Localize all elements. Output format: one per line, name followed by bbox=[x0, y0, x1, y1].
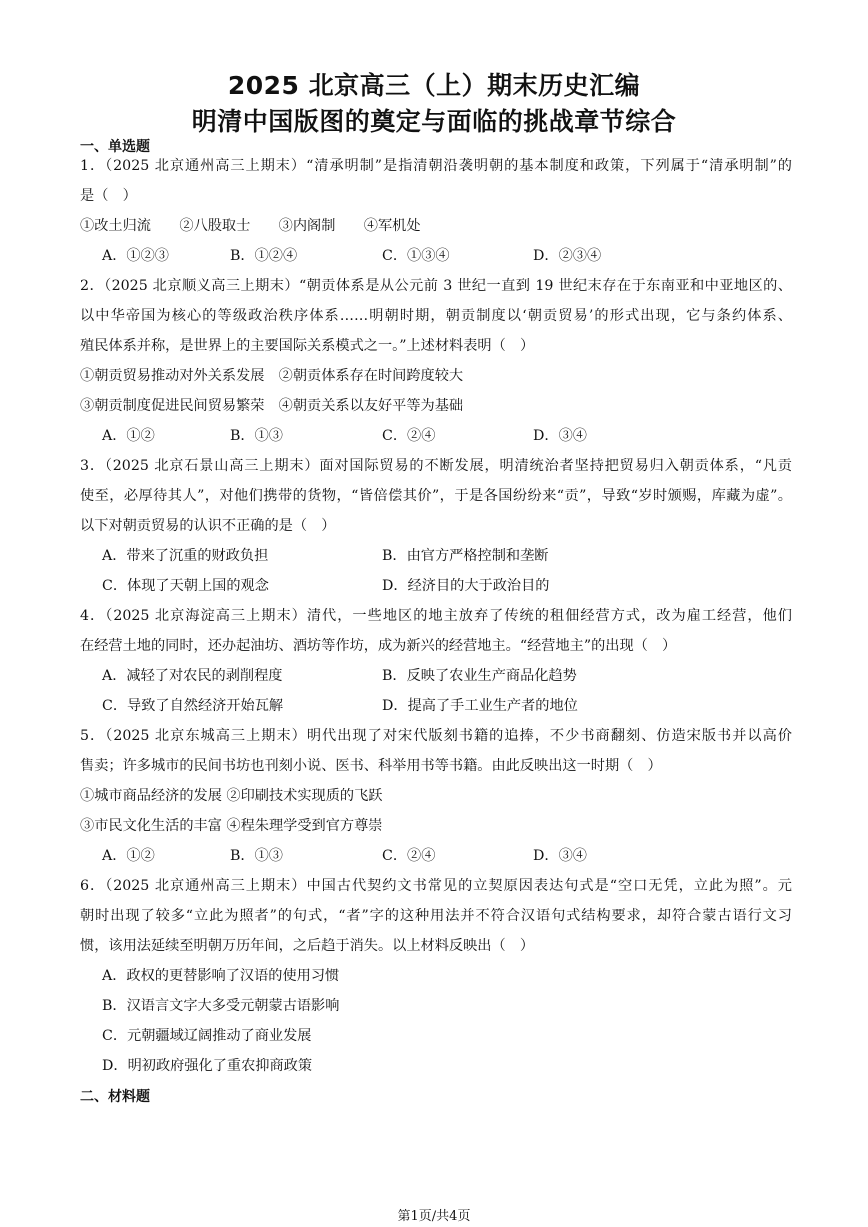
section-heading-single-choice: 一、单选题 bbox=[80, 139, 150, 155]
option-a[interactable]: A．①②③ bbox=[102, 248, 169, 264]
option-d[interactable]: D．③④ bbox=[533, 428, 587, 444]
question-6-line-2: 朝时出现了较多“立此为照者”的句式，“者”字的这种用法并不符合汉语句式结构要求，却符合蒙古语行文习 bbox=[80, 908, 792, 924]
option-a[interactable]: A．带来了沉重的财政负担 bbox=[102, 548, 269, 564]
option-d[interactable]: D．②③④ bbox=[533, 248, 602, 264]
question-4-line-2: 在经营土地的同时，还办起油坊、酒坊等作坊，成为新兴的经营地主。“经营地主”的出现（ ） bbox=[80, 638, 677, 654]
option-b[interactable]: B．①②④ bbox=[230, 248, 298, 264]
option-c[interactable]: C．②④ bbox=[382, 428, 436, 444]
question-3-line-2: 使至，必厚待其人”，对他们携带的货物，“皆倍偿其价”，于是各国纷纷来“贡”，导致“岁时颁赐，库藏为虚”。 bbox=[80, 488, 792, 504]
question-2-statements-2: ③朝贡制度促进民间贸易繁荣 ④朝贡关系以友好平等为基础 bbox=[80, 398, 464, 414]
question-2-line-2: 以中华帝国为核心的等级政治秩序体系……明朝时期，朝贡制度以‘朝贡贸易’的形式出现，它与条约体系、 bbox=[80, 308, 792, 324]
question-5-statements-2: ③市民文化生活的丰富 ④程朱理学受到官方尊崇 bbox=[80, 818, 383, 834]
option-a[interactable]: A．政权的更替影响了汉语的使用习惯 bbox=[102, 968, 340, 984]
question-4-line-1: 4．（2025 北京海淀高三上期末）清代，一些地区的地主放弃了传统的租佃经营方式，改为雇工经营，他们 bbox=[80, 608, 792, 624]
question-4-options-row-2 bbox=[80, 697, 792, 715]
question-1-statements: ①改土归流 ②八股取士 ③内阁制 ④军机处 bbox=[80, 218, 421, 234]
option-a[interactable]: A．减轻了对农民的剥削程度 bbox=[102, 668, 283, 684]
option-b[interactable]: B．反映了农业生产商品化趋势 bbox=[382, 668, 577, 684]
question-5-line-1: 5．（2025 北京东城高三上期末）明代出现了对宋代版刻书籍的追捧，不少书商翻刻、仿造宋版书并以高价 bbox=[80, 728, 792, 744]
question-1-line-1: 1．（2025 北京通州高三上期末）“清承明制”是指清朝沿袭明朝的基本制度和政策，下列属于“清承明制”的 bbox=[80, 158, 792, 174]
question-5-options bbox=[80, 847, 792, 865]
option-c[interactable]: C．导致了自然经济开始瓦解 bbox=[102, 698, 284, 714]
question-3-line-3: 以下对朝贡贸易的认识不正确的是（ ） bbox=[80, 518, 336, 534]
option-b[interactable]: B．①③ bbox=[230, 848, 283, 864]
section-heading-material: 二、材料题 bbox=[80, 1089, 150, 1105]
option-c[interactable]: C．②④ bbox=[382, 848, 436, 864]
question-1-line-2: 是（ ） bbox=[80, 188, 137, 204]
option-d[interactable]: D．经济目的大于政治目的 bbox=[382, 578, 550, 594]
question-3-options-row-2 bbox=[80, 577, 792, 595]
option-b[interactable]: B．由官方严格控制和垄断 bbox=[382, 548, 549, 564]
option-d[interactable]: D．③④ bbox=[533, 848, 587, 864]
page-footer: 第1页/共4页 bbox=[397, 1209, 471, 1224]
option-b[interactable]: B．①③ bbox=[230, 428, 283, 444]
question-3-line-1: 3．（2025 北京石景山高三上期末）面对国际贸易的不断发展，明清统治者坚持把贸易归入朝贡体系，“凡贡 bbox=[80, 458, 792, 474]
question-5-line-2: 售卖；许多城市的民间书坊也刊刻小说、医书、科举用书等书籍。由此反映出这一时期（ ） bbox=[80, 758, 662, 774]
option-c[interactable]: C．体现了天朝上国的观念 bbox=[102, 578, 269, 594]
question-2-statements-1: ①朝贡贸易推动对外关系发展 ②朝贡体系存在时间跨度较大 bbox=[80, 368, 464, 384]
option-d[interactable]: D．提高了手工业生产者的地位 bbox=[382, 698, 578, 714]
option-b[interactable]: B．汉语言文字大多受元朝蒙古语影响 bbox=[102, 998, 340, 1014]
question-2-line-3: 殖民体系并称，是世界上的主要国际关系模式之一。”上述材料表明（ ） bbox=[80, 338, 535, 354]
document-subtitle: 明清中国版图的奠定与面临的挑战章节综合 bbox=[191, 107, 677, 136]
question-2-line-1: 2．（2025 北京顺义高三上期末）“朝贡体系是从公元前 3 世纪一直到 19 世纪末存在于东南亚和中亚地区的、 bbox=[80, 278, 792, 294]
question-3-options-row-1 bbox=[80, 547, 792, 565]
question-6-line-1: 6．（2025 北京通州高三上期末）中国古代契约文书常见的立契原因表达句式是“空口无凭，立此为照”。元 bbox=[80, 878, 792, 894]
question-5-statements-1: ①城市商品经济的发展 ②印刷技术实现质的飞跃 bbox=[80, 788, 383, 804]
option-a[interactable]: A．①② bbox=[102, 428, 155, 444]
option-c[interactable]: C．元朝疆域辽阔推动了商业发展 bbox=[102, 1028, 312, 1044]
question-2-options bbox=[80, 427, 792, 445]
option-d[interactable]: D．明初政府强化了重农抑商政策 bbox=[102, 1058, 313, 1074]
question-4-options-row-1 bbox=[80, 667, 792, 685]
option-c[interactable]: C．①③④ bbox=[382, 248, 450, 264]
document-title: 2025 北京高三（上）期末历史汇编 bbox=[227, 71, 641, 100]
question-6-line-3: 惯，该用法延续至明朝万历年间，之后趋于消失。以上材料反映出（ ） bbox=[80, 938, 535, 954]
question-1-options bbox=[80, 247, 792, 265]
option-a[interactable]: A．①② bbox=[102, 848, 155, 864]
